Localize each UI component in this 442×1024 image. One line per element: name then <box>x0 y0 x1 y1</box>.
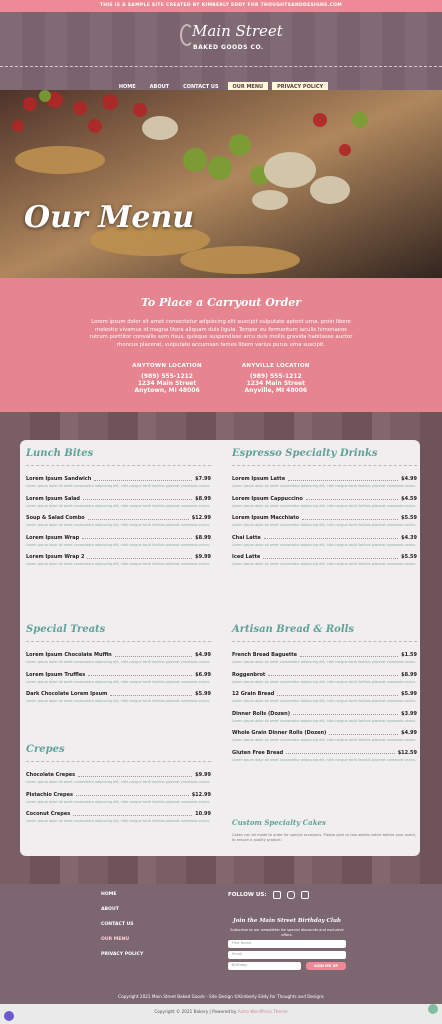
location-name: ANYVILLE LOCATION <box>241 363 310 370</box>
dot-leader <box>88 517 189 520</box>
menu-item <box>26 515 211 528</box>
carryout-section <box>0 278 442 412</box>
menu-item <box>26 476 211 489</box>
item-name: Roggenbrot <box>232 671 266 678</box>
item-description: Lorem ipsum dolor sit amet consectetur adipiscing elit, nibh congue taciti facilisis placerat commodo varius. <box>232 503 417 508</box>
section-title: Lunch Bites <box>26 448 211 466</box>
email-field[interactable]: Email <box>228 951 346 959</box>
menu-item <box>26 652 211 665</box>
location-city: Anyville, MI 48006 <box>244 387 308 395</box>
item-name: Chai Latte <box>232 534 261 541</box>
menu-item <box>232 672 417 685</box>
item-description: Lorem ipsum dolor sit amet consectetur adipiscing elit, nibh congue taciti facilisis placerat commodo varius. <box>232 660 417 664</box>
nav-about[interactable]: ABOUT <box>149 84 170 90</box>
follow-us <box>228 891 309 899</box>
first-name-field[interactable]: First Name <box>228 940 346 948</box>
item-description: Lorem ipsum dolor sit amet consectetur adipiscing elit, nibh congue taciti facilisis placerat commodo varius. <box>26 699 211 703</box>
hero-image <box>0 90 442 278</box>
menu-item <box>26 772 211 785</box>
nav-our-menu[interactable]: OUR MENU <box>228 82 269 92</box>
menu-item <box>26 672 211 685</box>
dot-leader <box>110 693 192 696</box>
item-description: Lorem ipsum dolor sit amet consectetur adipiscing elit, nibh congue taciti facilisis placerat commodo varius. <box>232 679 417 684</box>
facebook-icon[interactable] <box>301 891 309 899</box>
footer-link-home[interactable]: HOME <box>101 892 117 897</box>
menu-item <box>26 792 211 805</box>
item-name: Chocolate Crepes <box>26 772 76 778</box>
top-banner: THIS IS A SAMPLE SITE CREATED BY KIMBERLY EDDY FOR THOUGHTSANDDESIGNS.COM <box>0 0 442 12</box>
item-price: $6.99 <box>195 671 211 678</box>
accessibility-icon[interactable] <box>4 1011 14 1021</box>
item-name: 12 Grain Bread <box>232 691 275 697</box>
page-title: Our Menu <box>24 200 195 235</box>
item-name: Dark Chocolate Lorem Ipsum <box>26 691 108 697</box>
item-name: Lorem Ipsum Wrap <box>26 534 80 541</box>
menu-item <box>26 691 211 704</box>
dot-leader <box>302 517 398 520</box>
item-price: $9.99 <box>195 554 211 560</box>
nav-contact-us[interactable]: CONTACT US <box>183 84 219 90</box>
yelp-icon[interactable] <box>273 891 281 899</box>
cakes-title: Custom Specialty Cakes <box>232 818 326 827</box>
item-name: Iced Latte <box>232 554 261 560</box>
menu-item <box>232 691 417 704</box>
bottom-copyright: Copyright © 2021 Bakery | Powered by <box>154 1009 237 1014</box>
dot-leader <box>300 654 398 657</box>
section-bread <box>232 624 417 769</box>
section-treats <box>26 624 211 711</box>
item-price: $12.59 <box>397 749 417 756</box>
item-name: Soup & Salad Combo <box>26 515 85 521</box>
item-price: $4.99 <box>401 476 417 482</box>
item-name: Lorem Ipsum Truffles <box>26 671 86 678</box>
menu-item <box>26 535 211 548</box>
item-price: 10.99 <box>195 811 211 817</box>
header-divider <box>0 66 442 67</box>
item-price: $8.99 <box>195 534 211 541</box>
cakes-text: Cakes can be made to order for special occasions. Please give us two weeks notice before your event, to ensure a quality product. <box>232 833 417 842</box>
location-phone[interactable]: (989) 555-1212 <box>141 373 193 381</box>
item-description: Lorem ipsum dolor sit amet consectetur adipiscing elit, nibh congue taciti facilisis placerat commodo varius. <box>26 503 211 508</box>
footer-links <box>101 892 143 967</box>
menu-item <box>232 730 417 743</box>
item-price: $5.59 <box>401 515 417 521</box>
dot-leader <box>83 497 192 500</box>
item-price: $5.59 <box>401 554 417 560</box>
site-logo[interactable] <box>180 20 283 60</box>
item-description: Lorem ipsum dolor sit amet consectetur adipiscing elit, nibh congue taciti facilisis placerat commodo varius. <box>26 660 211 664</box>
item-name: Coconut Crepes <box>26 811 71 817</box>
item-price: $8.99 <box>401 671 417 678</box>
footer-link-contact[interactable]: CONTACT US <box>101 922 134 927</box>
item-description: Lorem ipsum dolor sit amet consectetur adipiscing elit, nibh congue taciti facilisis placerat commodo varius. <box>232 484 417 488</box>
carryout-text: Lorem ipsum dolor sit amet consectetur adipiscing elit suscipit vulputate aptent urna, proin libero molestie vivamus id magna litora aliquam duis ligula. Tempor eu fermentum iaculis himenaeos rutrum porttitor convallis sem risus, quisque suspendisse arcu duis mollis gravida habitasse auctor rhoncus placerat, vulputate accumsan fames libero varius purus urna suscipit. <box>89 319 353 348</box>
logo-title: Main Street <box>192 22 283 40</box>
site-header <box>0 12 442 90</box>
item-description: Lorem ipsum dolor sit amet consectetur adipiscing elit, nibh congue taciti facilisis placerat commodo varius. <box>26 819 211 823</box>
item-name: Lorem Ipsum Wrap 2 <box>26 554 85 560</box>
sign-up-button[interactable]: SIGN ME UP <box>306 962 346 970</box>
item-price: $4.99 <box>401 730 417 736</box>
item-price: $5.99 <box>195 691 211 697</box>
item-description: Lorem ipsum dolor sit amet consectetur adipiscing elit, nibh congue taciti facilisis placerat commodo varius. <box>26 679 211 684</box>
dot-leader <box>88 673 192 676</box>
footer-copyright: Copyright 2021 Main Street Baked Goods - Site Design ©Kimberly Eddy for Thoughts and Designs <box>118 994 324 999</box>
follow-label: FOLLOW US: <box>228 892 267 898</box>
footer-link-privacy[interactable]: PRIVACY POLICY <box>101 952 144 957</box>
item-price: $12.99 <box>191 515 211 521</box>
footer-link-menu[interactable]: OUR MENU <box>101 937 130 942</box>
item-description: Lorem ipsum dolor sit amet consectetur adipiscing elit, nibh congue taciti facilisis placerat commodo varius. <box>232 562 417 566</box>
menu-item <box>232 711 417 724</box>
dot-leader <box>286 751 395 754</box>
item-description: Lorem ipsum dolor sit amet consectetur adipiscing elit, nibh congue taciti facilisis placerat commodo varius. <box>26 799 211 804</box>
item-description: Lorem ipsum dolor sit amet consectetur adipiscing elit, nibh congue taciti facilisis placerat commodo varius. <box>232 542 417 547</box>
item-price: $7.99 <box>195 476 211 482</box>
item-name: Whole Grain Dinner Rolls (Dozen) <box>232 730 327 736</box>
dot-leader <box>288 478 398 481</box>
birthday-field[interactable]: Birthday <box>228 962 301 970</box>
item-price: $3.99 <box>401 710 417 717</box>
item-description: Lorem ipsum dolor sit amet consectetur adipiscing elit, nibh congue taciti facilisis placerat commodo varius. <box>26 542 211 547</box>
dot-leader <box>268 673 398 676</box>
logo-subtitle: BAKED GOODS CO. <box>193 44 264 51</box>
menu-item <box>26 496 211 509</box>
item-name: Lorem Ipsum Sandwich <box>26 476 92 482</box>
pastry-case-image <box>0 90 442 278</box>
menu-item <box>26 554 211 567</box>
menu-item <box>26 811 211 824</box>
item-name: Dinner Rolls (Dozen) <box>232 710 291 717</box>
item-name: Lorem Ipsum Macchiato <box>232 515 300 521</box>
menu-item <box>232 535 417 548</box>
location-name: ANYTOWN LOCATION <box>132 363 202 370</box>
item-description: Lorem ipsum dolor sit amet consectetur adipiscing elit, nibh congue taciti facilisis placerat commodo varius. <box>232 757 417 762</box>
item-description: Lorem ipsum dolor sit amet consectetur adipiscing elit, nibh congue taciti facilisis placerat commodo varius. <box>232 699 417 703</box>
section-cakes <box>232 810 417 842</box>
dot-leader <box>76 793 189 796</box>
location-city: Anytown, MI 48006 <box>134 387 200 395</box>
item-name: Lorem Ipsum Latte <box>232 476 286 482</box>
menu-item <box>232 515 417 528</box>
item-description: Lorem ipsum dolor sit amet consectetur adipiscing elit, nibh congue taciti facilisis placerat commodo varius. <box>26 523 211 527</box>
nav-privacy-policy[interactable]: PRIVACY POLICY <box>272 82 328 92</box>
item-price: $4.59 <box>401 495 417 502</box>
dot-leader <box>73 813 192 816</box>
location-phone[interactable]: (989) 555-1212 <box>249 373 302 381</box>
birthday-club-form <box>228 918 346 970</box>
dot-leader <box>115 654 192 657</box>
theme-link[interactable]: Astra WordPress Theme <box>237 1009 288 1014</box>
item-price: $5.99 <box>401 691 417 697</box>
section-title: Espresso Specialty Drinks <box>232 448 417 466</box>
item-name: Pistachio Crepes <box>26 791 74 798</box>
dot-leader <box>293 712 398 715</box>
menu-item <box>232 496 417 509</box>
section-lunch <box>26 448 211 574</box>
menu-item <box>232 750 417 763</box>
location-address: 1234 Main Street <box>246 380 305 388</box>
instagram-icon[interactable] <box>287 891 295 899</box>
dot-leader <box>263 556 398 559</box>
item-name: Lorem Ipsum Salad <box>26 495 80 502</box>
site-footer <box>0 884 442 1004</box>
item-description: Lorem ipsum dolor sit amet consectetur adipiscing elit, nibh congue taciti facilisis placerat commodo varius. <box>26 562 211 566</box>
dot-leader <box>87 556 192 559</box>
section-espresso <box>232 448 417 574</box>
dot-leader <box>306 497 398 500</box>
dot-leader <box>82 536 192 539</box>
dot-leader <box>277 693 398 696</box>
item-description: Lorem ipsum dolor sit amet consectetur adipiscing elit, nibh congue taciti facilisis placerat commodo varius. <box>232 718 417 723</box>
dot-leader <box>78 774 192 777</box>
bottom-bar <box>0 1004 442 1024</box>
club-text: Subscribe to our newsletter for special discounts and exclusive offers. <box>230 928 344 937</box>
dot-leader <box>94 478 192 481</box>
item-description: Lorem ipsum dolor sit amet consectetur adipiscing elit, nibh congue taciti facilisis placerat commodo varius. <box>232 523 417 527</box>
location-anytown <box>132 363 202 394</box>
item-description: Lorem ipsum dolor sit amet consectetur adipiscing elit, nibh congue taciti facilisis placerat commodo varius. <box>26 780 211 784</box>
item-price: $9.99 <box>195 772 211 778</box>
carryout-title: To Place a Carryout Order <box>140 296 302 309</box>
nav-home[interactable]: HOME <box>118 84 136 90</box>
item-name: Lorem Ipsum Chocolate Muffin <box>26 652 112 658</box>
item-name: Gluten Free Bread <box>232 749 284 756</box>
item-price: $8.99 <box>195 495 211 502</box>
menu-card <box>20 440 420 856</box>
dot-leader <box>329 732 398 735</box>
item-name: Lorem Ipsum Cappuccino <box>232 495 303 502</box>
item-price: $12.99 <box>191 791 211 798</box>
location-anyville <box>242 363 310 394</box>
item-price: $4.39 <box>401 534 417 541</box>
footer-link-about[interactable]: ABOUT <box>101 907 119 912</box>
scroll-top-icon[interactable] <box>428 1004 438 1014</box>
dot-leader <box>264 536 398 539</box>
section-title: Artisan Bread & Rolls <box>232 624 417 642</box>
item-description: Lorem ipsum dolor sit amet consectetur adipiscing elit, nibh congue taciti facilisis placerat commodo varius. <box>26 484 211 488</box>
item-description: Lorem ipsum dolor sit amet consectetur adipiscing elit, nibh congue taciti facilisis placerat commodo varius. <box>232 738 417 742</box>
item-price: $1.59 <box>401 652 417 658</box>
section-title: Crepes <box>26 744 211 762</box>
section-crepes <box>26 744 211 831</box>
section-title: Special Treats <box>26 624 211 642</box>
item-name: French Bread Baguette <box>232 652 298 658</box>
menu-item <box>232 476 417 489</box>
item-price: $4.99 <box>195 652 211 658</box>
club-title: Join the Main Street Birthday Club <box>233 918 341 924</box>
menu-item <box>232 652 417 665</box>
location-address: 1234 Main Street <box>137 380 197 388</box>
menu-item <box>232 554 417 567</box>
